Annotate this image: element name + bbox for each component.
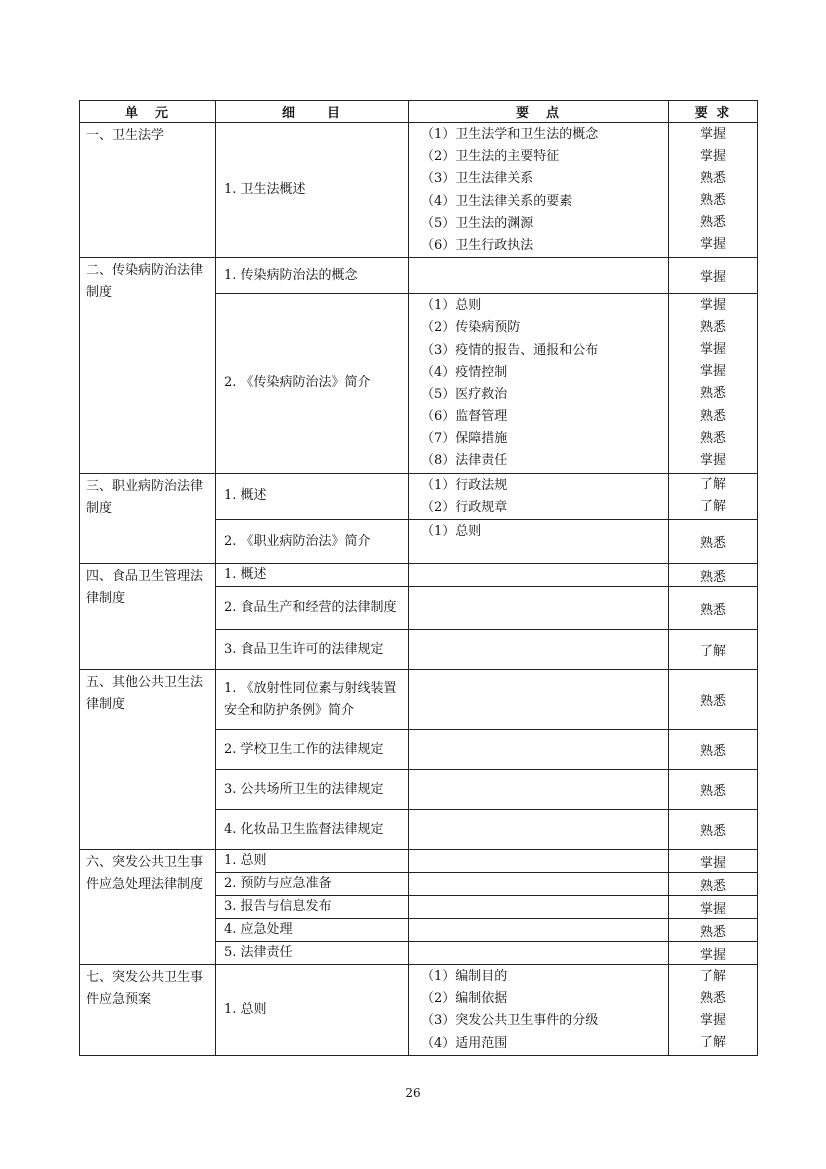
point-line: （4）适用范围 xyxy=(421,1035,508,1051)
unit-cell: 三、职业病防治法律制度 xyxy=(80,473,216,563)
requirement-cell: 熟悉 xyxy=(669,810,758,850)
point-line: （6）监督管理 xyxy=(421,409,508,425)
requirement-line: 掌握 xyxy=(699,342,726,357)
point-line: （4）疫情控制 xyxy=(421,364,508,380)
item-cell: 1. 卫生法概述 xyxy=(216,123,409,258)
point-line: （2）传染病预防 xyxy=(421,320,521,336)
requirement-line: 掌握 xyxy=(699,297,726,313)
item-cell: 1. 概述 xyxy=(216,473,409,519)
table-row xyxy=(80,473,758,519)
requirement-cell: 熟悉 xyxy=(669,873,758,896)
point-line: （2）行政规章 xyxy=(421,499,508,515)
points-cell xyxy=(409,873,669,896)
table-header-row xyxy=(80,101,758,123)
requirement-line: 熟悉 xyxy=(699,408,726,424)
point-line: （5）卫生法的渊源 xyxy=(421,215,534,231)
points-cell xyxy=(409,810,669,850)
point-line: （3）卫生法律关系 xyxy=(421,171,534,187)
point-line: （1）行政法规 xyxy=(421,477,508,493)
point-line: （3）突发公共卫生事件的分级 xyxy=(421,1013,599,1029)
requirement-line: 掌握 xyxy=(699,1012,726,1028)
requirement-cell: 了解 xyxy=(669,630,758,670)
requirement-cell: 熟悉 xyxy=(669,587,758,630)
requirement-line: 熟悉 xyxy=(699,215,726,231)
point-line: （1）总则 xyxy=(421,298,482,314)
requirement-line: 掌握 xyxy=(699,148,726,164)
point-line: （7）保障措施 xyxy=(421,431,508,447)
requirement-cell xyxy=(669,473,758,519)
requirement-line: 熟悉 xyxy=(699,430,726,446)
point-line: （2）卫生法的主要特征 xyxy=(421,149,560,165)
points-cell xyxy=(409,965,669,1056)
points-cell xyxy=(409,258,669,294)
point-line: （8）法律责任 xyxy=(421,453,508,469)
requirement-line: 了解 xyxy=(699,1035,726,1051)
points-cell xyxy=(409,473,669,519)
item-cell: 2. 食品生产和经营的法律制度 xyxy=(216,587,409,630)
table-row xyxy=(80,258,758,294)
points-cell xyxy=(409,770,669,810)
table-row xyxy=(80,965,758,1056)
item-cell: 2. 预防与应急准备 xyxy=(216,873,409,896)
requirement-line: 了解 xyxy=(699,499,726,515)
points-cell xyxy=(409,730,669,770)
header-requirement: 要 求 xyxy=(669,101,758,123)
points-cell xyxy=(409,123,669,258)
points-cell xyxy=(409,564,669,587)
points-cell xyxy=(409,942,669,965)
table-row xyxy=(80,850,758,873)
requirement-cell: 掌握 xyxy=(669,942,758,965)
requirement-line: 熟悉 xyxy=(699,386,726,402)
item-cell: 1. 总则 xyxy=(216,965,409,1056)
requirement-cell: 掌握 xyxy=(669,258,758,294)
requirement-cell: 熟悉 xyxy=(669,770,758,810)
point-line: （3）疫情的报告、通报和公布 xyxy=(421,342,599,358)
requirement-cell: 熟悉 xyxy=(669,919,758,942)
point-line: （1）编制目的 xyxy=(421,969,508,984)
requirement-cell: 熟悉 xyxy=(669,670,758,730)
points-cell xyxy=(409,520,669,564)
item-cell: 4. 应急处理 xyxy=(216,919,409,942)
unit-cell: 七、突发公共卫生事件应急预案 xyxy=(80,965,216,1056)
item-cell: 2. 学校卫生工作的法律规定 xyxy=(216,730,409,770)
requirement-cell: 熟悉 xyxy=(669,564,758,587)
requirement-cell: 掌握 xyxy=(669,896,758,919)
requirement-cell: 掌握 xyxy=(669,850,758,873)
point-line: （6）卫生行政执法 xyxy=(421,237,534,253)
point-line: （4）卫生法律关系的要素 xyxy=(421,193,573,209)
syllabus-table xyxy=(79,100,758,1056)
item-cell: 3. 报告与信息发布 xyxy=(216,896,409,919)
item-cell: 1. 传染病防治法的概念 xyxy=(216,258,409,294)
table-row xyxy=(80,123,758,258)
page-number: 26 xyxy=(405,1086,421,1100)
item-cell: 1. 《放射性同位素与射线装置安全和防护条例》简介 xyxy=(216,670,409,730)
points-cell xyxy=(409,896,669,919)
table-row xyxy=(80,670,758,730)
item-cell: 3. 公共场所卫生的法律规定 xyxy=(216,770,409,810)
points-cell xyxy=(409,670,669,730)
requirement-cell: 熟悉 xyxy=(669,520,758,564)
item-cell: 3. 食品卫生许可的法律规定 xyxy=(216,630,409,670)
header-points: 要 点 xyxy=(409,101,669,123)
table-row xyxy=(80,564,758,587)
point-line: （5）医疗救治 xyxy=(421,386,508,402)
unit-cell: 六、突发公共卫生事件应急处理法律制度 xyxy=(80,850,216,965)
item-cell: 4. 化妆品卫生监督法律规定 xyxy=(216,810,409,850)
requirement-line: 熟悉 xyxy=(699,990,726,1006)
requirement-line: 熟悉 xyxy=(699,193,726,209)
requirement-cell xyxy=(669,965,758,1056)
header-unit: 单 元 xyxy=(80,101,216,123)
item-cell: 1. 总则 xyxy=(216,850,409,873)
points-cell xyxy=(409,630,669,670)
item-cell: 2. 《职业病防治法》简介 xyxy=(216,520,409,564)
requirement-cell xyxy=(669,294,758,474)
points-cell xyxy=(409,919,669,942)
points-cell xyxy=(409,587,669,630)
item-cell: 2. 《传染病防治法》简介 xyxy=(216,294,409,474)
point-line: （1）卫生法学和卫生法的概念 xyxy=(421,127,599,142)
point-line: （1）总则 xyxy=(421,524,482,539)
item-cell: 5. 法律责任 xyxy=(216,942,409,965)
unit-cell: 五、其他公共卫生法律制度 xyxy=(80,670,216,850)
item-cell: 1. 概述 xyxy=(216,564,409,587)
requirement-line: 掌握 xyxy=(699,364,726,380)
requirement-line: 了解 xyxy=(699,968,726,984)
requirement-cell: 熟悉 xyxy=(669,730,758,770)
requirement-cell xyxy=(669,123,758,258)
requirement-line: 掌握 xyxy=(699,126,726,142)
unit-cell: 一、卫生法学 xyxy=(80,123,216,258)
header-item: 细 目 xyxy=(216,101,409,123)
point-line: （2）编制依据 xyxy=(421,991,508,1007)
requirement-line: 熟悉 xyxy=(699,170,726,186)
points-cell xyxy=(409,294,669,474)
points-cell xyxy=(409,850,669,873)
requirement-line: 掌握 xyxy=(699,237,726,253)
unit-cell: 四、食品卫生管理法律制度 xyxy=(80,564,216,670)
requirement-line: 了解 xyxy=(699,477,726,493)
unit-cell: 二、传染病防治法律制度 xyxy=(80,258,216,474)
requirement-line: 掌握 xyxy=(699,452,726,468)
requirement-line: 熟悉 xyxy=(699,319,726,335)
